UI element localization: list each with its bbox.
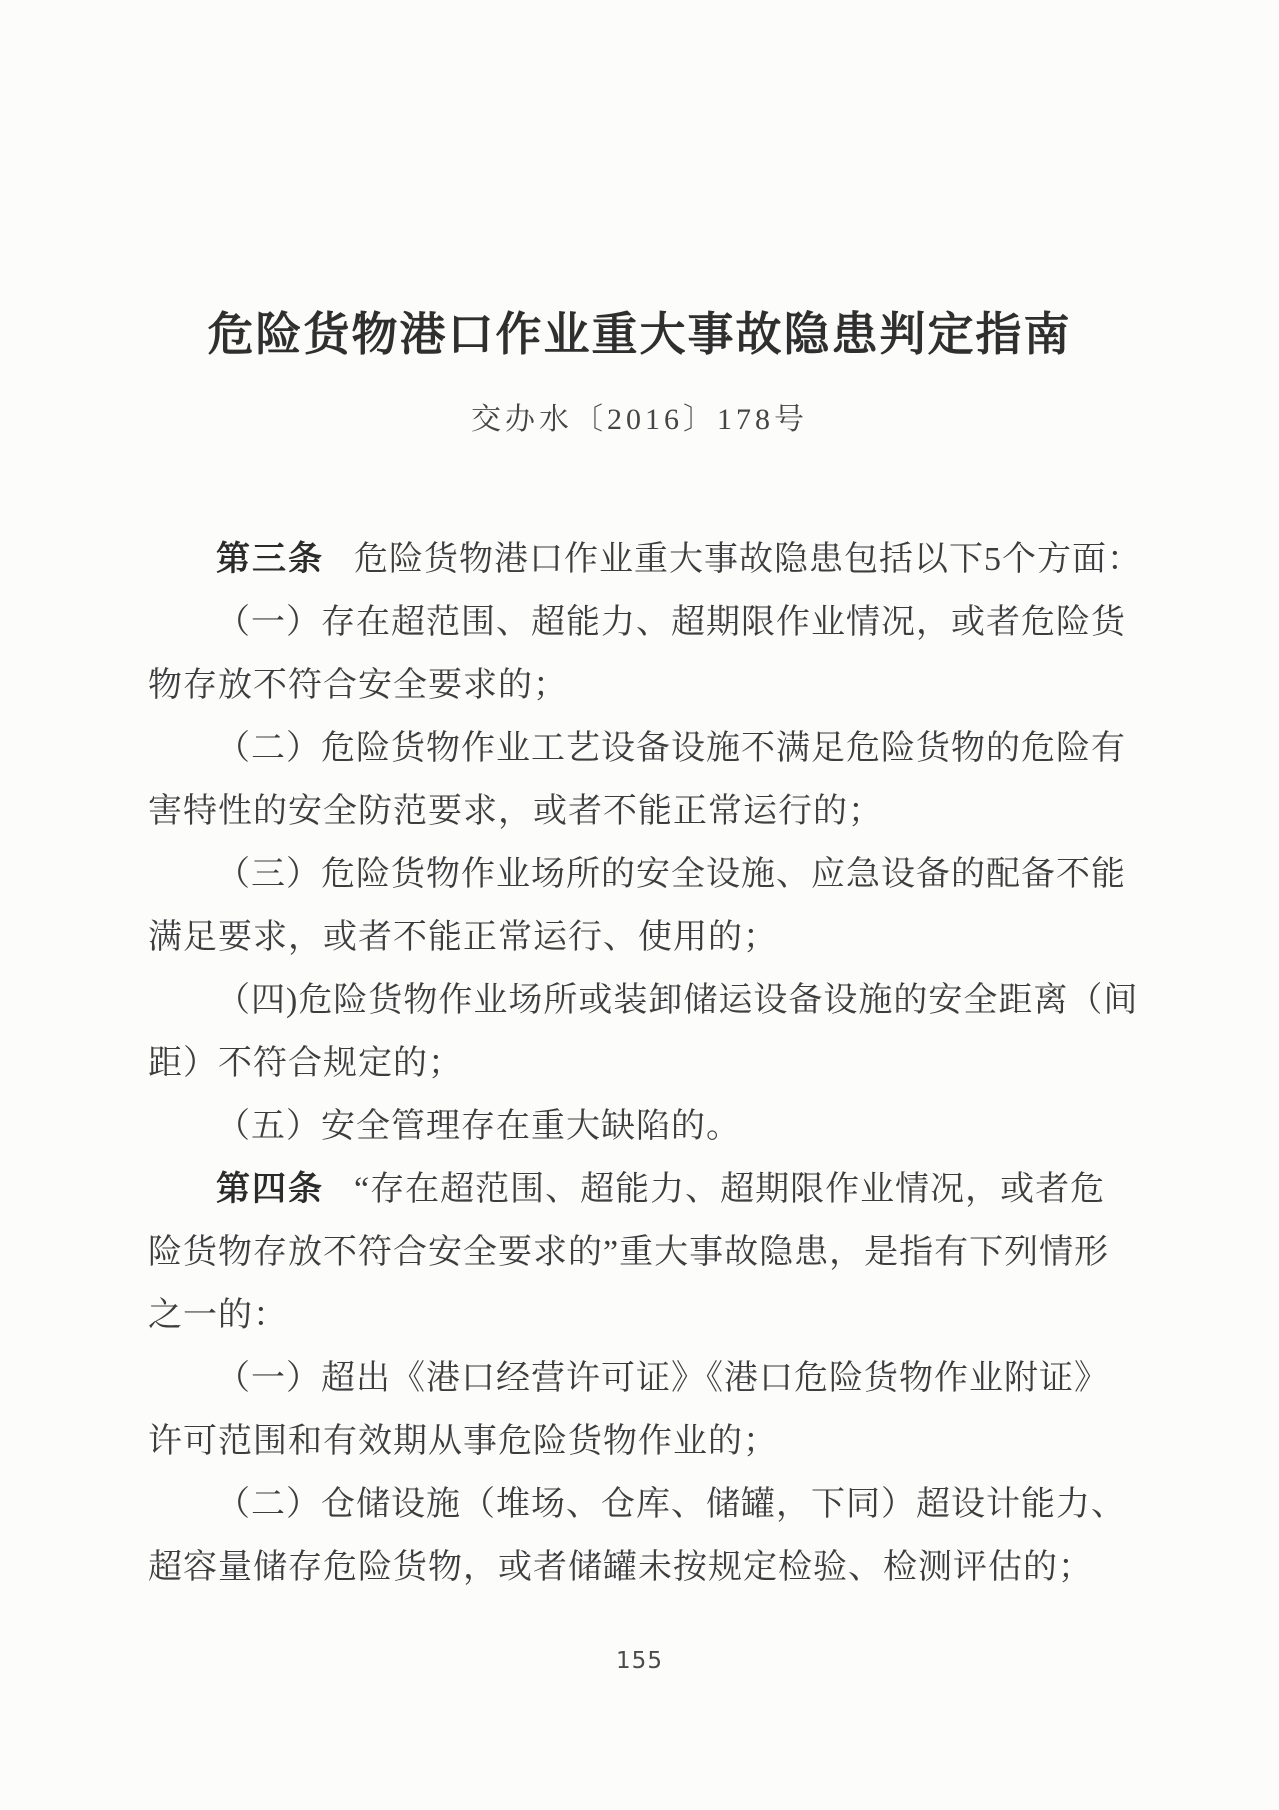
text-run: “存在超范围、超能力、超期限作业情况，或者危 [354,1171,1106,1208]
document-number: 交办水〔2016〕178号 [471,403,808,436]
text-line: （三）危险货物作业场所的安全设施、应急设备的配备不能 [216,856,1126,893]
text-line: 超容量储存危险货物，或者储罐未按规定检验、检测评估的； [148,1549,1093,1586]
text-line: 许可范围和有效期从事危险货物作业的； [148,1423,778,1460]
document-body [148,528,1158,1599]
text-line: （四)危险货物作业场所或装卸储运设备设施的安全距离（间 [216,982,1139,1019]
text-run: 危险货物港口作业重大事故隐患包括以下5个方面： [354,541,1142,578]
text-line: （二）仓储设施（堆场、仓库、储罐，下同）超设计能力、 [216,1486,1126,1523]
text-line: 满足要求，或者不能正常运行、使用的； [148,919,778,956]
text-line: 之一的： [148,1297,288,1334]
paragraph-article4-item-2 [148,1473,1158,1599]
paragraph-article4-item-1 [148,1347,1158,1473]
paragraph-item-4 [148,969,1158,1095]
text-line: 害特性的安全防范要求，或者不能正常运行的； [148,793,883,830]
text-line: （一）存在超范围、超能力、超期限作业情况，或者危险货 [216,604,1126,641]
page-number: 155 [616,1648,663,1674]
paragraph-item-5 [148,1095,1158,1158]
text-line: 距）不符合规定的； [148,1045,463,1082]
text-line: 险货物存放不符合安全要求的”重大事故隐患，是指有下列情形 [148,1234,1110,1271]
text-line: （五）安全管理存在重大缺陷的。 [216,1108,741,1145]
paragraph-item-3 [148,843,1158,969]
text-line: （二）危险货物作业工艺设备设施不满足危险货物的危险有 [216,730,1126,767]
article-3-label: 第三条 [216,540,324,578]
paragraph-item-2 [148,717,1158,843]
text-line [148,528,1158,591]
text-line: 物存放不符合安全要求的； [148,667,568,704]
paragraph-article-4 [148,1158,1158,1347]
document-title: 危险货物港口作业重大事故隐患判定指南 [207,309,1072,360]
paragraph-item-1 [148,591,1158,717]
article-4-label: 第四条 [216,1170,324,1208]
text-line [148,1158,1158,1221]
paragraph-article-3 [148,528,1158,591]
text-line: （一）超出《港口经营许可证》《港口危险货物作业附证》 [216,1360,1109,1397]
